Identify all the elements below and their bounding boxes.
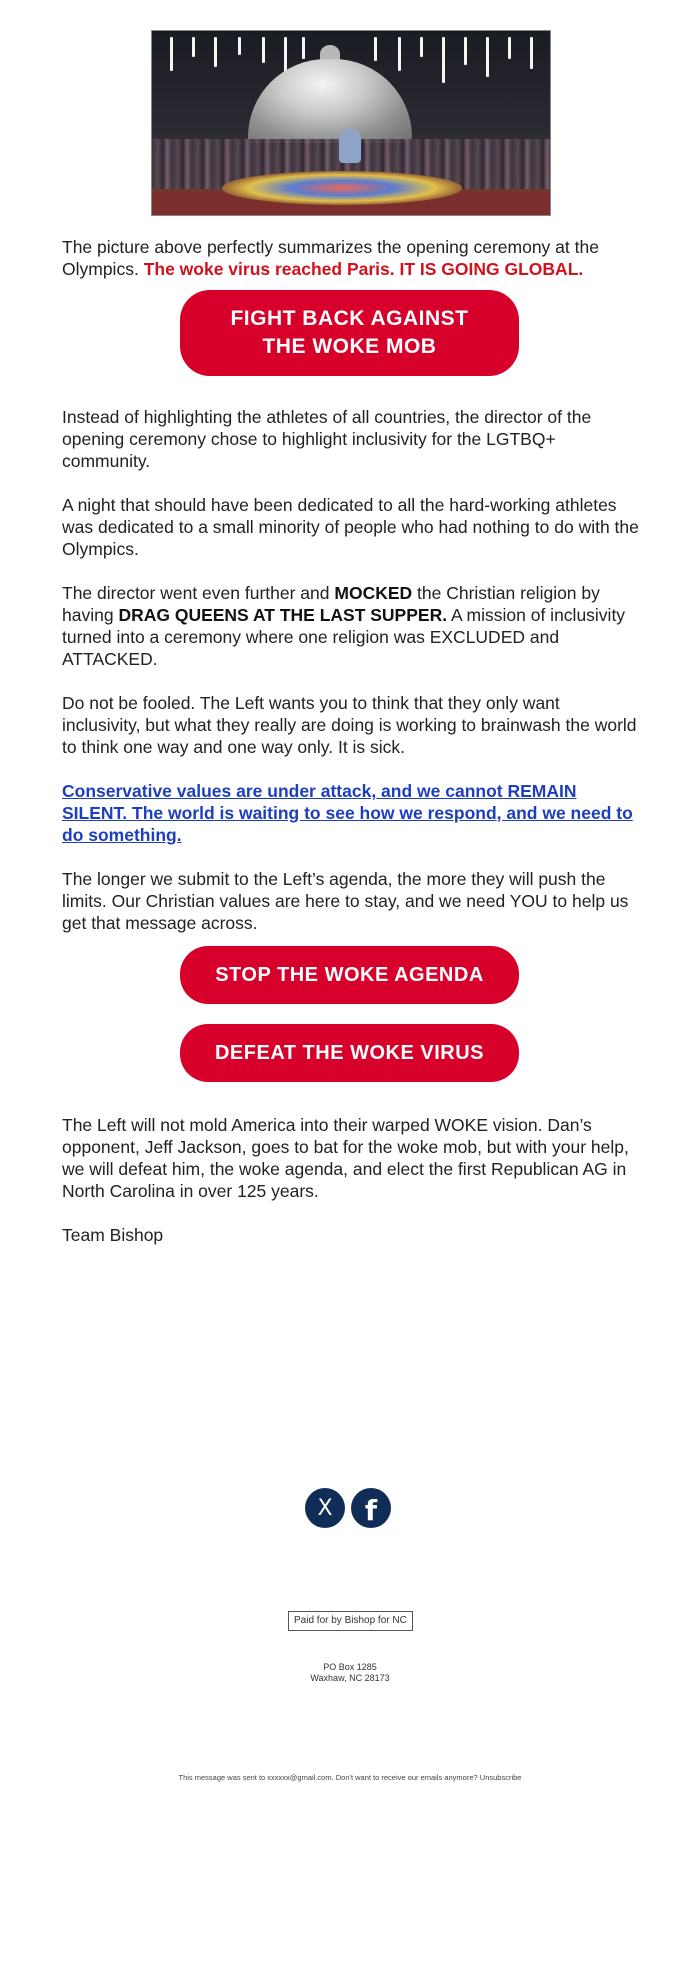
ceiling-light bbox=[170, 37, 173, 71]
intro-text: The picture above perfectly summarizes the opening ceremony at the Olympics. bbox=[62, 237, 599, 279]
ceiling-light bbox=[464, 37, 467, 65]
ceiling-light bbox=[398, 37, 401, 71]
sent-notice: This message was sent to xxxxxx@gmail.com. Don't want to receive our emails anymore? bbox=[178, 1773, 478, 1782]
paragraph-3-part-a: The director went even further and bbox=[62, 583, 335, 603]
paragraph-3 bbox=[62, 582, 640, 670]
footer-notice bbox=[100, 1773, 600, 1782]
ceiling-light bbox=[530, 37, 533, 69]
conservative-values-link-wrap bbox=[62, 780, 640, 846]
fight-back-button[interactable] bbox=[180, 290, 519, 376]
central-performer bbox=[339, 129, 361, 163]
unsubscribe-link[interactable]: Unsubscribe bbox=[479, 1773, 522, 1782]
paragraph-3-part-e: A mission of inclusivity turned into a ceremony where one religion was EXCLUDED and ATTACKED. bbox=[62, 605, 626, 669]
x-glyph: X bbox=[317, 1495, 333, 1521]
fight-back-label bbox=[230, 305, 468, 361]
ceremony-photo bbox=[151, 30, 551, 216]
ceiling-light bbox=[508, 37, 511, 59]
paragraph-4: Do not be fooled. The Left wants you to think that they only want inclusivity, but what they really are doing is working to brainwash the world to think one way and one way only. It is sick. bbox=[62, 693, 637, 757]
paragraph-3-mocked: MOCKED bbox=[334, 583, 413, 603]
paid-for-disclaimer: Paid for by Bishop for NC bbox=[288, 1611, 413, 1631]
ceiling-light bbox=[420, 37, 423, 57]
fight-back-label-line2: THE WOKE MOB bbox=[262, 335, 437, 358]
ceiling-light bbox=[302, 37, 305, 59]
intro-paragraph bbox=[62, 236, 640, 280]
ceiling-light bbox=[374, 37, 377, 61]
paragraph-3-drag-queens: DRAG QUEENS AT THE LAST SUPPER. bbox=[118, 605, 448, 625]
paragraph-5: The longer we submit to the Left’s agenda, the more they will push the limits. Our Christian values are here to stay, and we need YOU to help us get that message across. bbox=[62, 869, 629, 933]
signoff: Team Bishop bbox=[62, 1225, 164, 1245]
ceiling-light bbox=[486, 37, 489, 77]
facebook-icon[interactable] bbox=[351, 1488, 391, 1528]
stop-woke-agenda-button[interactable]: STOP THE WOKE AGENDA bbox=[180, 946, 519, 1004]
ceiling-light bbox=[214, 37, 217, 67]
address-line-1: PO Box 1285 bbox=[323, 1662, 377, 1672]
address-line-2: Waxhaw, NC 28173 bbox=[310, 1673, 390, 1683]
intro-highlight: The woke virus reached Paris. IT IS GOING GLOBAL. bbox=[143, 259, 584, 279]
conservative-values-link[interactable]: Conservative values are under attack, and we cannot REMAIN SILENT. The world is waiting to see how we respond, and we need to do something. bbox=[62, 781, 633, 845]
paragraph-3-part-c: the Christian religion by having bbox=[62, 583, 600, 625]
mailing-address bbox=[200, 1662, 500, 1684]
ceiling-light bbox=[192, 37, 195, 57]
paragraph-1: Instead of highlighting the athletes of all countries, the director of the opening ceremony chose to highlight inclusivity for the LGTBQ+ community. bbox=[62, 407, 592, 471]
fight-back-label-line1: FIGHT BACK AGAINST bbox=[230, 307, 469, 330]
x-twitter-icon[interactable] bbox=[305, 1488, 345, 1528]
flower-table bbox=[222, 171, 462, 205]
ceiling-light bbox=[442, 37, 445, 83]
silver-dome bbox=[248, 59, 412, 143]
facebook-glyph: f bbox=[364, 1493, 378, 1527]
paragraph-6: The Left will not mold America into their warped WOKE vision. Dan’s opponent, Jeff Jackson, goes to bat for the woke mob, but with your help, we will defeat him, the woke agenda, and elect the first Republican AG in North Carolina in over 125 years. bbox=[62, 1115, 629, 1201]
ceiling-light bbox=[238, 37, 241, 55]
ceiling-light bbox=[262, 37, 265, 63]
paragraph-2: A night that should have been dedicated to all the hard-working athletes was dedicated to a small minority of people who had nothing to do with the Olympics. bbox=[62, 495, 639, 559]
ceiling-light bbox=[284, 37, 287, 73]
defeat-woke-virus-button[interactable]: DEFEAT THE WOKE VIRUS bbox=[180, 1024, 519, 1082]
